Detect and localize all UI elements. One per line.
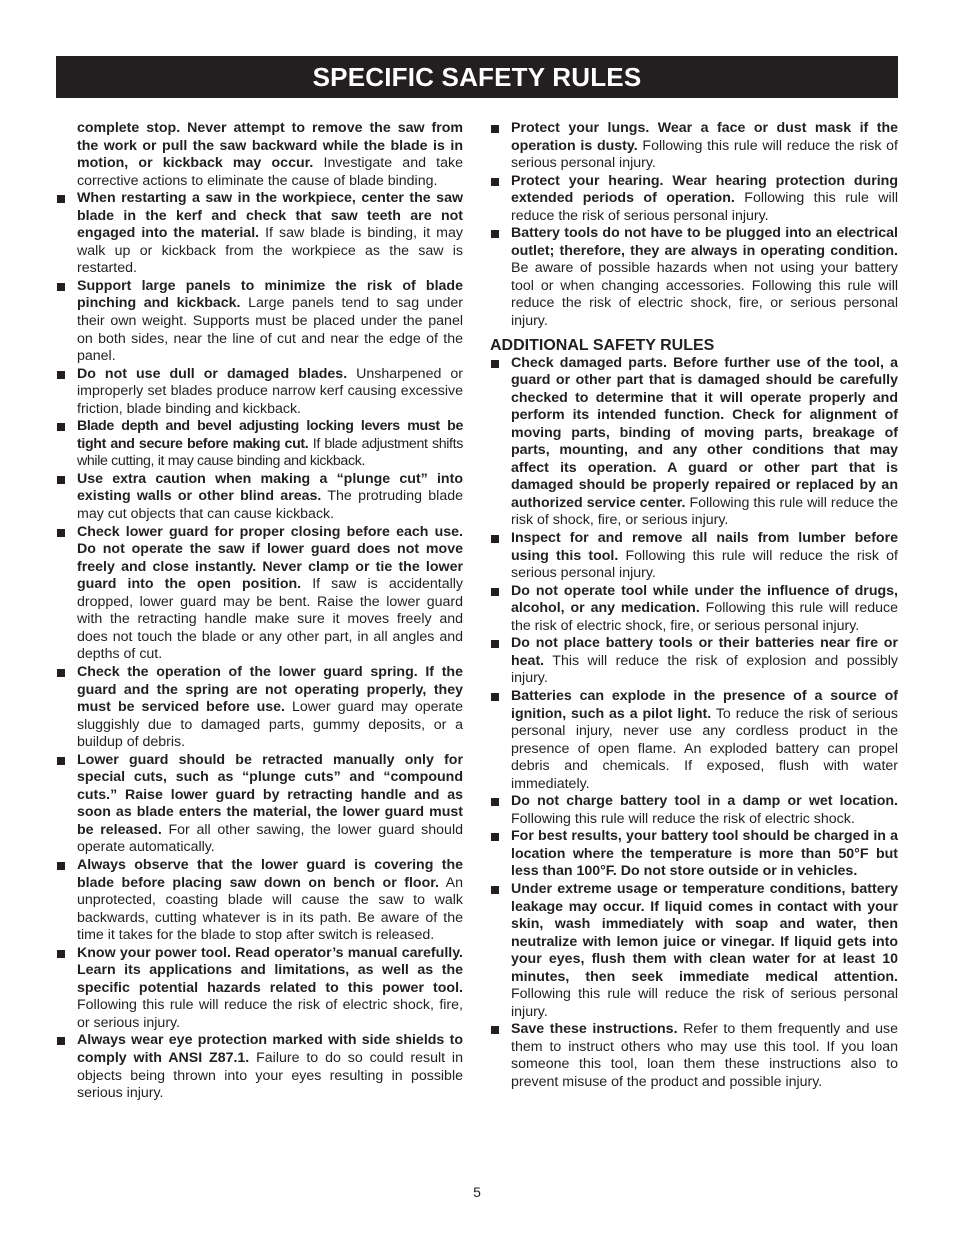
rule-bold: Check damaged parts. Before further use of the tool, a guard or other part that is damaged should be carefully checked to determine that it will operate properly and perform its intended function. Check for alignment of moving parts, binding of moving parts, breakage of parts, mounting, and any other conditions that may affect its operation. A guard or other part that is damaged should be properly repaired or replaced by an authorized service center. — [511, 354, 898, 511]
additional-rules-heading: ADDITIONAL SAFETY RULES — [490, 336, 715, 354]
bullet-icon — [57, 476, 65, 484]
rule-bold: Always observe that the lower guard is covering the blade before placing saw down on bench or floor. — [77, 856, 463, 891]
bullet-icon — [57, 757, 65, 765]
rule-bold: Do not place battery tools or their batteries near fire or heat. — [511, 635, 898, 669]
rule-text: Following this rule will reduce the risk of electric shock, fire, or serious injury. — [77, 997, 463, 1031]
rule-bold: Do not charge battery tool in a damp or wet location. — [511, 793, 898, 810]
rule-bold: Battery tools do not have to be plugged into an electrical outlet; therefore, they are always in operating condition. — [511, 225, 898, 259]
bullet-icon — [57, 669, 65, 677]
rule-text: If blade adjustment shifts while cutting, it may cause binding and kickback. — [77, 435, 463, 470]
rule-bold: Do not use dull or damaged blades. — [77, 365, 348, 382]
rule-text: Following this rule will reduce the risk of serious personal injury. — [511, 547, 898, 582]
rule-text: Following this rule will reduce the risk of serious personal injury. — [511, 190, 898, 224]
rule-bold: Check lower guard for proper closing before each use. Do not operate the saw if lower guard does not move freely and close instantly. Never clamp or tie the lower guard into the open position. — [77, 523, 463, 593]
rule-text: Failure to do so could result in objects being thrown into your eyes resulting in possible serious injury. — [77, 1049, 463, 1102]
rule-bold: Protect your lungs. Wear a face or dust mask if the operation is dusty. — [511, 120, 898, 154]
rule-bold: Lower guard should be retracted manually only for special cuts, such as “plunge cuts” and “compound cuts.” Raise lower guard by retracting handle and as soon as blade enters the material, the lower guard must be released. — [77, 751, 463, 838]
rule-text: Large panels tend to sag under their own weight. Supports must be placed under the panel on both sides, near the line of cut and near the edge of the panel. — [77, 295, 463, 365]
bullet-icon — [491, 535, 499, 543]
rule-item — [56, 418, 463, 471]
bullet-icon — [491, 886, 499, 894]
rule-item — [490, 688, 898, 793]
rule-bold: Under extreme usage or temperature conditions, battery leakage may occur. If liquid comes in contact with your skin, wash immediately with soap and water, then neutralize with lemon juice or vinegar. If liquid gets into your eyes, flush them with clean water for at least 10 minutes, then seek immediate medical attention. — [511, 880, 898, 985]
rule-bold: Blade depth and bevel adjusting locking levers must be tight and secure before making cut. — [77, 418, 463, 452]
bullet-icon — [57, 862, 65, 870]
rule-bold: Inspect for and remove all nails from lumber before using this tool. — [511, 530, 898, 564]
page-title: SPECIFIC SAFETY RULES — [312, 61, 642, 92]
rule-text: Following this rule will reduce the risk of serious personal injury. — [511, 986, 898, 1020]
rule-text: If saw is accidentally dropped, lower guard may be bent. Raise the lower guard with the retracting handle make sure it moves freely and does not touch the blade or any other part, in all angles and depths of cut. — [77, 576, 463, 663]
rule-bold: Support large panels to minimize the risk of blade pinching and kickback. — [77, 277, 463, 312]
rule-item — [490, 173, 898, 226]
rule-bold: For best results, your battery tool should be charged in a location where the temperature is more than 50°F but less than 100°F. Do not store outside or in vehicles. — [511, 828, 898, 880]
rule-item — [56, 278, 463, 366]
rule-bold: Check the operation of the lower guard spring. If the guard and the spring are not operating properly, they must be serviced before use. — [77, 663, 463, 716]
rule-item — [490, 530, 898, 583]
bullet-icon — [491, 588, 499, 596]
rule-text: Unsharpened or improperly set blades produce narrow kerf causing excessive friction, blade binding and kickback. — [77, 365, 463, 417]
bullet-icon — [491, 360, 499, 368]
rule-text: An unprotected, coasting blade will cause the saw to walk backwards, cutting whatever is in its path. Be aware of the time it takes for the blade to stop after switch is released. — [77, 874, 463, 944]
left-column — [56, 120, 463, 1103]
rule-item — [490, 225, 898, 330]
bullet-icon — [491, 178, 499, 186]
rule-text: Following this rule will reduce the risk of electric shock. — [511, 810, 855, 827]
rule-bold: complete stop. Never attempt to remove the saw from the work or pull the saw backward while the blade is in motion, or kickback may occur. — [77, 120, 463, 172]
rule-item — [56, 471, 463, 524]
rule-text: Following this rule will reduce the risk of electric shock, fire, or serious personal injury. — [511, 600, 898, 634]
rule-text: Be aware of possible hazards when not using your battery tool or when changing accessories. Following this rule will reduce the risk of electric shock, fire, or serious personal injury. — [511, 260, 898, 330]
rule-text: For all other sawing, the lower guard should operate automatically. — [77, 821, 463, 856]
rule-item — [56, 120, 463, 190]
rule-item — [56, 752, 463, 857]
rule-text: If saw blade is binding, it may walk up or kickback from the workpiece as the saw is restarted. — [77, 225, 463, 277]
rule-bold: Save these instructions. — [511, 1021, 678, 1038]
bullet-icon — [491, 230, 499, 238]
rule-bold: Know your power tool. Read operator’s manual carefully. Learn its applications and limitations, as well as the specific potential hazards related to this power tool. — [77, 944, 463, 996]
rule-text: The protruding blade may cut objects that can cause kickback. — [77, 488, 463, 523]
bullet-icon — [491, 640, 499, 648]
rule-bold: When restarting a saw in the workpiece, center the saw blade in the kerf and check that saw teeth are not engaged into the material. — [77, 190, 463, 242]
rule-item — [56, 857, 463, 945]
rule-item — [56, 945, 463, 1033]
title-banner — [56, 56, 898, 98]
rule-text: Following this rule will reduce the risk of shock, fire, or serious injury. — [511, 494, 898, 529]
bullet-icon — [57, 950, 65, 958]
rule-text: Investigate and take corrective actions to eliminate the cause of blade binding. — [77, 155, 463, 189]
bullet-icon — [57, 195, 65, 203]
bullet-icon — [57, 423, 65, 431]
rule-item — [490, 828, 898, 881]
rule-text: Refer to them frequently and use them to instruct others who may use this tool. If you loan someone this tool, loan them these instructions also to prevent misuse of the product and possible injury. — [511, 1021, 898, 1090]
bullet-icon — [57, 529, 65, 537]
bullet-icon — [491, 1026, 499, 1034]
rule-text: This will reduce the risk of explosion and possibly injury. — [511, 652, 898, 687]
bullet-icon — [491, 798, 499, 806]
rule-item — [490, 120, 898, 173]
rule-bold: Always wear eye protection marked with side shields to comply with ANSI Z87.1. — [77, 1032, 463, 1066]
page-number: 5 — [473, 1184, 481, 1200]
rule-item — [490, 793, 898, 828]
rule-item — [490, 1021, 898, 1091]
rule-item — [56, 664, 463, 752]
bullet-icon — [491, 125, 499, 133]
bullet-icon — [57, 1037, 65, 1045]
rule-item — [56, 190, 463, 278]
rule-item — [490, 881, 898, 1021]
rule-item — [56, 524, 463, 664]
rule-bold: Do not operate tool while under the influence of drugs, alcohol, or any medication. — [511, 582, 898, 617]
rule-text: Lower guard may operate sluggishly due to damaged parts, gummy deposits, or a buildup of debris. — [77, 699, 463, 751]
rule-item — [490, 583, 898, 636]
rule-text: To reduce the risk of serious personal injury, never use any cordless product in the presence of open flame. An exploded battery can propel debris and chemicals. If exposed, flush with water immediately. — [511, 705, 898, 792]
bullet-icon — [57, 283, 65, 291]
rule-bold: Use extra caution when making a “plunge cut” into existing walls or other blind areas. — [77, 470, 463, 505]
rule-bold: Protect your hearing. Wear hearing protection during extended periods of operation. — [511, 172, 898, 207]
right-column — [490, 120, 898, 1092]
bullet-icon — [491, 693, 499, 701]
rule-text: Following this rule will reduce the risk of serious personal injury. — [511, 137, 898, 172]
bullet-icon — [491, 833, 499, 841]
bullet-icon — [57, 371, 65, 379]
rule-bold: Batteries can explode in the presence of a source of ignition, such as a pilot light. — [511, 687, 898, 722]
rule-item — [56, 366, 463, 419]
rule-item — [490, 355, 898, 530]
rule-item — [490, 635, 898, 688]
rule-item — [56, 1032, 463, 1102]
